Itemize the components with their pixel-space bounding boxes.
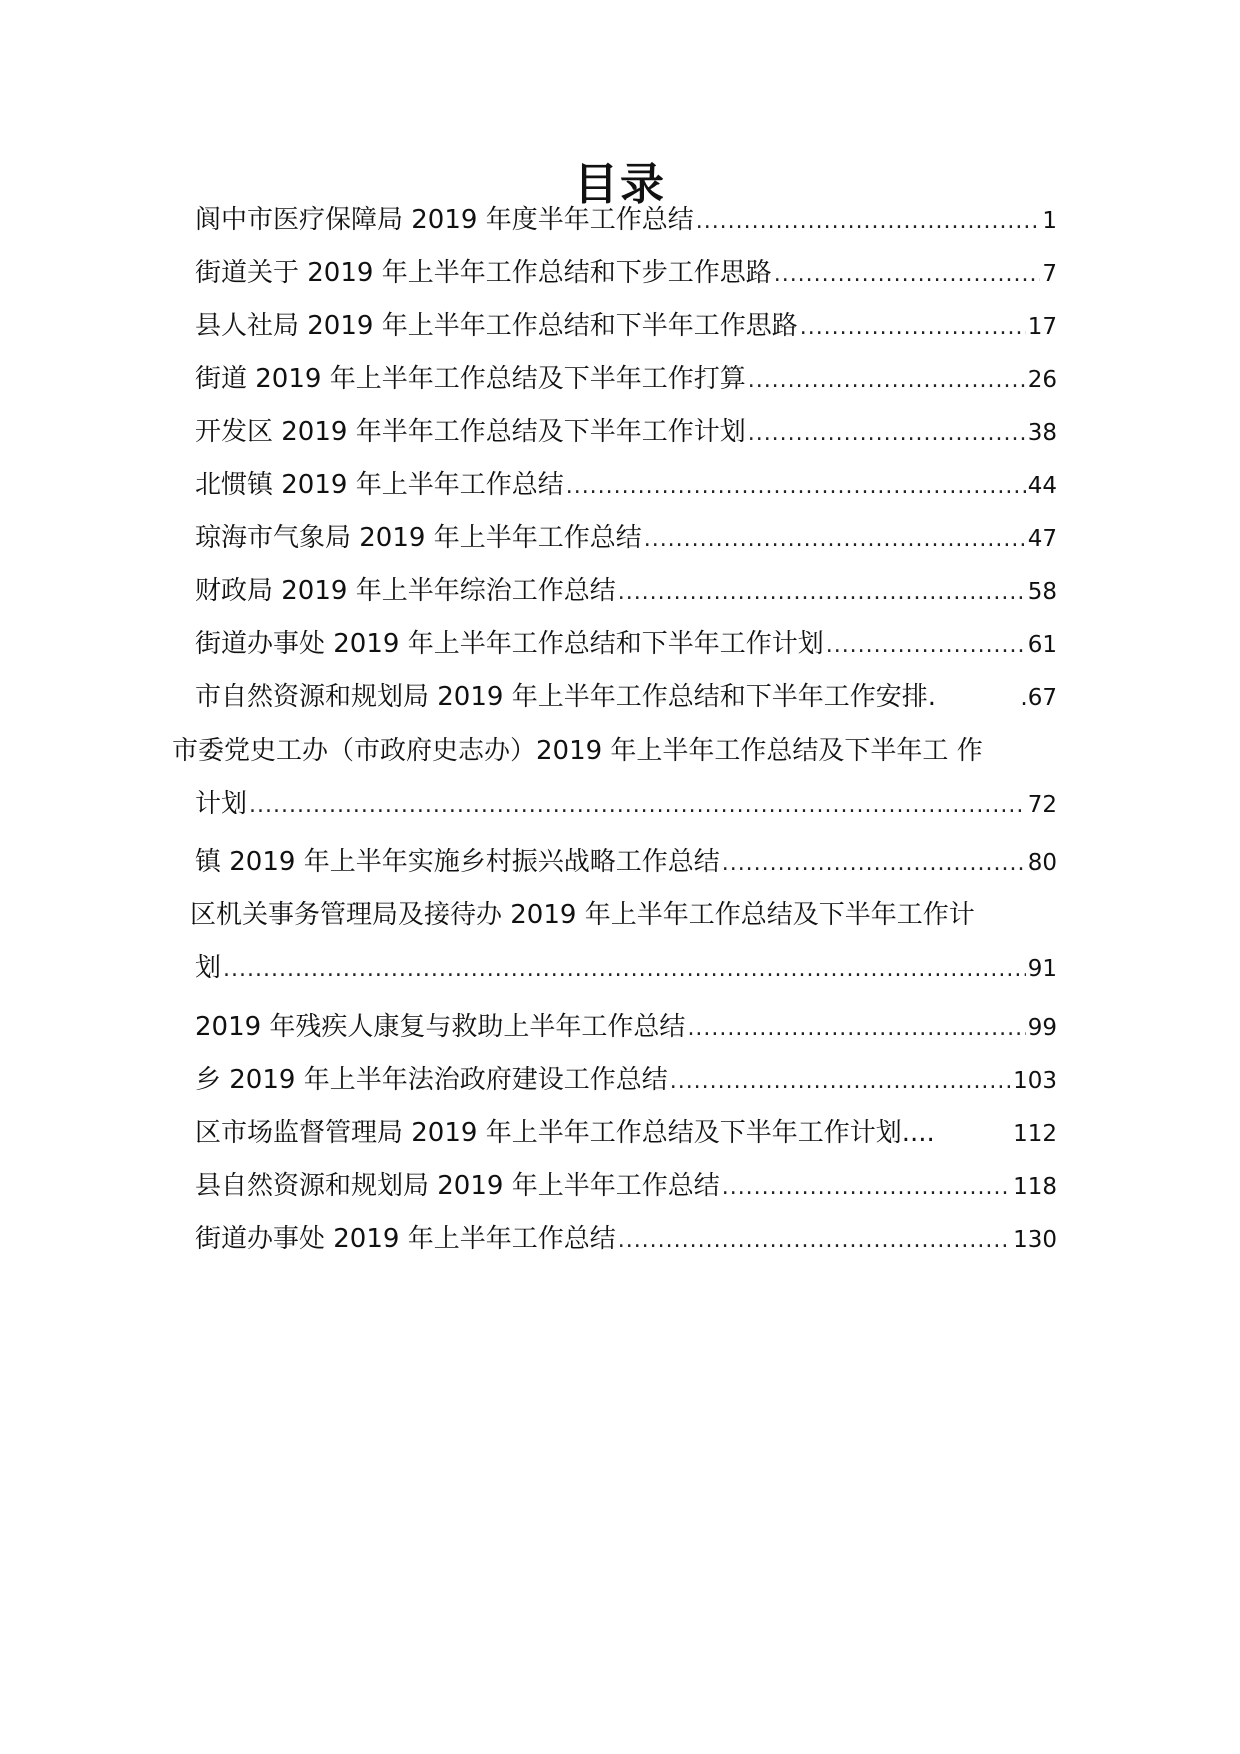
dot-leader <box>748 421 1026 446</box>
toc-entry[interactable] <box>195 841 1057 881</box>
toc-entry-title: 区机关事务管理局及接待办 2019 年上半年工作总结及下半年工作计 <box>190 900 975 930</box>
toc-entry[interactable] <box>195 1112 1057 1152</box>
toc-title: 目录 <box>574 159 666 210</box>
toc-entry-title-continuation: 划 <box>195 953 222 983</box>
toc-entry[interactable] <box>195 252 1057 292</box>
toc-entry-title: 区市场监督管理局 2019 年上半年工作总结及下半年工作计划.... <box>195 1118 935 1148</box>
toc-entry-page: .67 <box>1020 685 1057 711</box>
dot-leader <box>687 1016 1025 1041</box>
toc-entry-page: 38 <box>1027 420 1057 446</box>
toc-entry[interactable] <box>195 570 1057 610</box>
toc-entry[interactable] <box>195 199 1057 239</box>
dot-leader <box>722 1175 1011 1200</box>
dot-leader <box>249 793 1026 818</box>
toc-entry-title: 市委党史工办（市政府史志办）2019 年上半年工作总结及下半年工 作 <box>172 736 983 766</box>
toc-entry-title: 2019 年残疾人康复与救助上半年工作总结 <box>195 1012 686 1042</box>
toc-entry-title: 街道关于 2019 年上半年工作总结和下步工作思路 <box>195 258 772 288</box>
toc-entry-page: 47 <box>1027 526 1057 552</box>
toc-entry-title: 乡 2019 年上半年法治政府建设工作总结 <box>195 1065 668 1095</box>
toc-entry-page: 7 <box>1042 261 1057 287</box>
toc-entry-page: 17 <box>1027 314 1057 340</box>
dot-leader <box>223 957 1026 982</box>
dot-leader <box>618 1228 1011 1253</box>
toc-entry-page: 80 <box>1027 850 1057 876</box>
dot-leader <box>644 527 1026 552</box>
toc-entry[interactable] <box>195 1006 1057 1046</box>
dot-leader <box>800 315 1026 340</box>
dot-leader <box>566 474 1026 499</box>
toc-entry[interactable] <box>195 1165 1057 1205</box>
dot-leader <box>722 851 1026 876</box>
toc-entry[interactable] <box>195 358 1057 398</box>
dot-leader <box>618 580 1026 605</box>
toc-entry[interactable] <box>195 676 1057 716</box>
toc-entry[interactable] <box>190 894 1060 934</box>
toc-entry[interactable] <box>172 730 1072 770</box>
toc-entry-page: 58 <box>1027 579 1057 605</box>
toc-entry-title: 开发区 2019 年半年工作总结及下半年工作计划 <box>195 417 746 447</box>
toc-entry-title: 市自然资源和规划局 2019 年上半年工作总结和下半年工作安排. <box>195 682 936 712</box>
dot-leader <box>826 633 1026 658</box>
toc-entry-title: 县人社局 2019 年上半年工作总结和下半年工作思路 <box>195 311 798 341</box>
toc-entry-page: 44 <box>1027 473 1057 499</box>
dot-leader <box>696 209 1041 234</box>
toc-entry[interactable] <box>195 1059 1057 1099</box>
toc-entry-continuation[interactable] <box>195 947 1057 987</box>
toc-entry-page: 130 <box>1013 1227 1057 1253</box>
toc-entry-page: 103 <box>1013 1068 1057 1094</box>
toc-entry-title: 街道 2019 年上半年工作总结及下半年工作打算 <box>195 364 746 394</box>
toc-entry[interactable] <box>195 517 1057 557</box>
toc-entry-title: 镇 2019 年上半年实施乡村振兴战略工作总结 <box>195 847 720 877</box>
dot-leader <box>748 368 1026 393</box>
toc-entry-page: 61 <box>1027 632 1057 658</box>
toc-entry-page: 72 <box>1027 792 1057 818</box>
toc-entry[interactable] <box>195 411 1057 451</box>
toc-entry[interactable] <box>195 464 1057 504</box>
toc-entry[interactable] <box>195 623 1057 663</box>
toc-entry-continuation[interactable] <box>195 783 1057 823</box>
dot-leader <box>774 262 1041 287</box>
toc-entry-title: 琼海市气象局 2019 年上半年工作总结 <box>195 523 642 553</box>
toc-entry-title: 县自然资源和规划局 2019 年上半年工作总结 <box>195 1171 720 1201</box>
toc-entry[interactable] <box>195 1218 1057 1258</box>
toc-entry-title: 北惯镇 2019 年上半年工作总结 <box>195 470 564 500</box>
toc-entry[interactable] <box>195 305 1057 345</box>
toc-entry-page: 91 <box>1027 956 1057 982</box>
toc-entry-title: 财政局 2019 年上半年综治工作总结 <box>195 576 616 606</box>
toc-entry-page: 112 <box>1013 1121 1057 1147</box>
toc-entry-page: 118 <box>1013 1174 1057 1200</box>
toc-entry-title: 街道办事处 2019 年上半年工作总结 <box>195 1224 616 1254</box>
toc-entry-page: 26 <box>1027 367 1057 393</box>
toc-entry-page: 99 <box>1027 1015 1057 1041</box>
dot-leader <box>670 1069 1011 1094</box>
toc-entry-title: 阆中市医疗保障局 2019 年度半年工作总结 <box>195 205 694 235</box>
toc-entry-title: 街道办事处 2019 年上半年工作总结和下半年工作计划 <box>195 629 824 659</box>
toc-entry-page: 1 <box>1042 208 1057 234</box>
toc-entry-title-continuation: 计划 <box>195 789 248 819</box>
